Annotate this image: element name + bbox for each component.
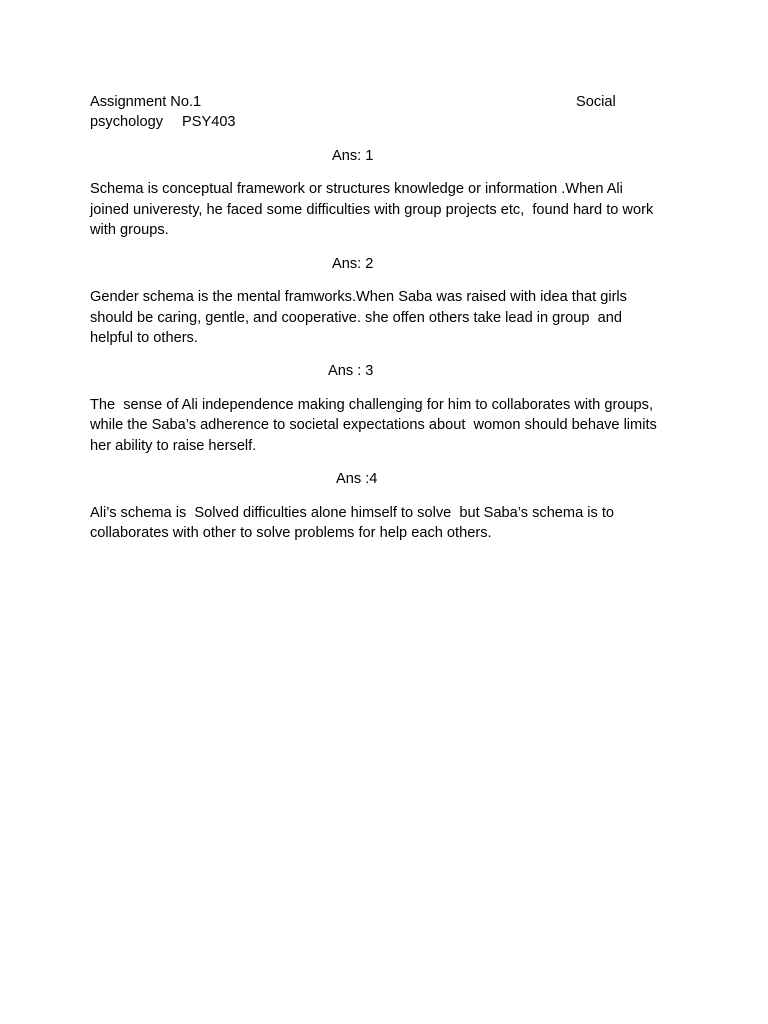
answer-heading: Ans: 1 [332,148,374,164]
answer-line: Gender schema is the mental framworks.When Saba was raised with idea that girls [90,289,627,305]
answer-line: Ali’s schema is Solved difficulties alone himself to solve but Saba’s schema is to [90,505,615,521]
answer-line: The sense of Ali independence making challenging for him to collaborates with groups, [90,397,654,413]
answer-line: helpful to others. [90,330,198,346]
subject-name-part2: psychology [90,114,164,130]
answer-line: Schema is conceptual framework or structures knowledge or information .When Ali [90,181,623,197]
answer-line: while the Saba’s adherence to societal expectations about womon should behave limits [90,417,657,433]
answer-line: joined univeresty, he faced some difficulties with group projects etc, found hard to work [90,202,654,218]
subject-name-part1: Social [576,94,616,110]
course-code: PSY403 [182,114,236,130]
answer-line: her ability to raise herself. [90,438,257,454]
answer-heading: Ans: 2 [332,256,374,272]
answer-heading: Ans : 3 [328,363,374,379]
answer-line: with groups. [90,222,169,238]
assignment-title: Assignment No.1 [90,94,202,110]
answer-heading: Ans :4 [336,471,378,487]
answer-line: collaborates with other to solve problems for help each others. [90,525,492,541]
answer-line: should be caring, gentle, and cooperative. she offen others take lead in group and [90,310,622,326]
